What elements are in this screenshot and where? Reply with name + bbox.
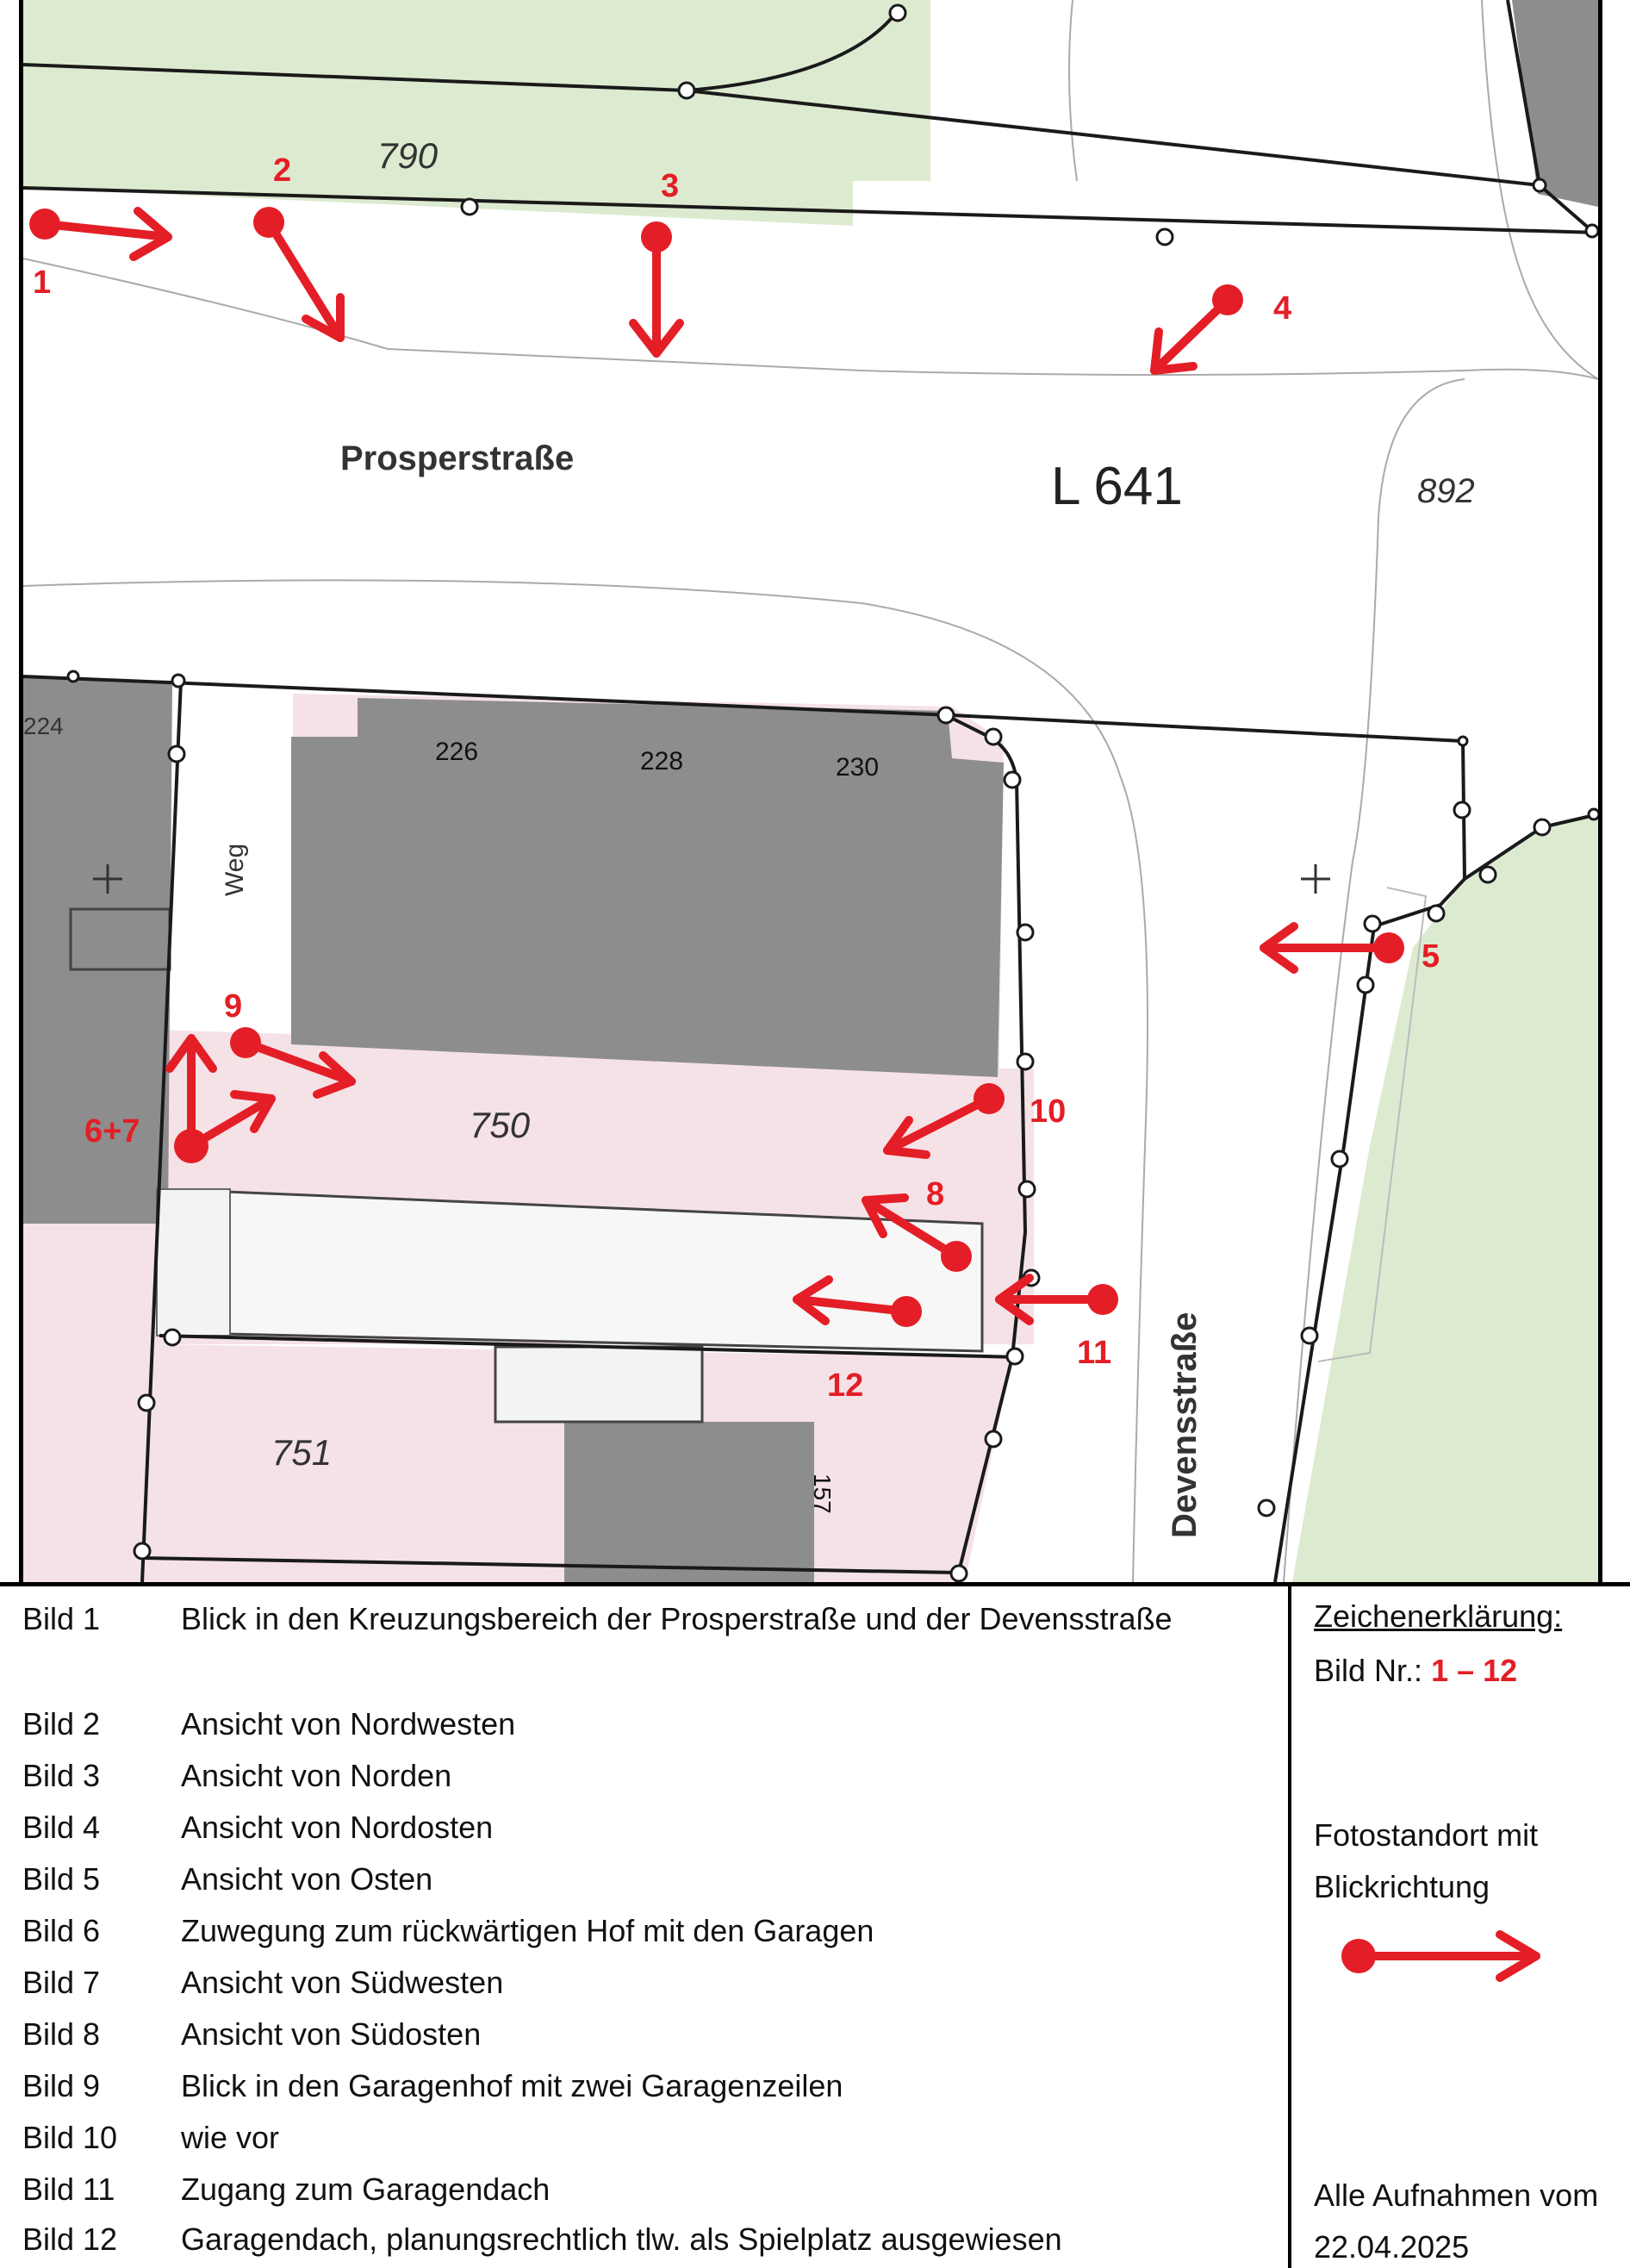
road-edge-north (23, 259, 1598, 379)
marker-label-5: 5 (1422, 938, 1440, 975)
frame-right (1598, 0, 1602, 1586)
marker-label-8: 8 (926, 1176, 945, 1212)
pink-strip-west (23, 1206, 159, 1582)
list-item-text: Blick in den Kreuzungsbereich der Prosperstraße und der Devensstraße (181, 1601, 1173, 1636)
road-number-l641: L 641 (1051, 457, 1183, 516)
street-devensstrasse: Devensstraße (1166, 1312, 1204, 1538)
frame-left (19, 0, 23, 1586)
house-number-230: 230 (836, 753, 880, 782)
legend-nr-label: Bild Nr.: (1314, 1653, 1423, 1688)
list-item-label: Bild 7 (22, 1965, 101, 2000)
marker-label-1: 1 (33, 265, 52, 301)
list-item-label: Bild 3 (22, 1758, 101, 1793)
house-number-228: 228 (640, 747, 684, 776)
garage-west (157, 1189, 230, 1336)
list-item-text: Zuwegung zum rückwärtigen Hof mit den Garagen (181, 1913, 874, 1948)
list-item-label: Bild 12 (22, 2221, 118, 2257)
list-item-text: Ansicht von Nordwesten (181, 1706, 516, 1742)
parcel-751: 751 (271, 1432, 333, 1473)
marker-label-4: 4 (1273, 290, 1292, 327)
green-area-east (1292, 814, 1598, 1582)
marker-label-3: 3 (661, 168, 680, 204)
marker-label-2: 2 (273, 153, 292, 189)
legend-number-range (1314, 1653, 1517, 1689)
photo-direction-arrow-icon (1340, 1930, 1546, 1982)
street-prosperstrasse: Prosperstraße (340, 439, 575, 477)
legend-title: Zeichenerklärung: (1314, 1598, 1563, 1634)
list-item-text: Ansicht von Osten (181, 1861, 433, 1897)
legend-symbol-description: Fotostandort mit Blickrichtung (1314, 1817, 1539, 1904)
list-item-text: Ansicht von Südosten (181, 2016, 482, 2052)
list-item-label: Bild 9 (22, 2068, 101, 2103)
marker-label-12: 12 (827, 1368, 864, 1404)
list-item-text: Zugang zum Garagendach (181, 2171, 551, 2207)
list-item-text: Ansicht von Nordosten (181, 1810, 494, 1845)
garage-annex (495, 1347, 702, 1422)
list-item-label: Bild 1 (22, 1601, 101, 1636)
parcel-892: 892 (1417, 472, 1475, 510)
list-item-text: wie vor (181, 2120, 280, 2155)
list-item-label: Bild 8 (22, 2016, 101, 2052)
list-item-label: Bild 10 (22, 2120, 118, 2155)
list-item-label: Bild 11 (22, 2171, 115, 2207)
list-item-text: Blick in den Garagenhof mit zwei Garagenzeilen (181, 2068, 843, 2103)
marker-label-6-7: 6+7 (84, 1113, 140, 1150)
list-item-text: Ansicht von Norden (181, 1758, 452, 1793)
house-number-226: 226 (435, 738, 479, 766)
road-edge-northeast (1069, 0, 1077, 181)
marker-label-9: 9 (224, 988, 243, 1025)
list-item-label: Bild 6 (22, 1913, 101, 1948)
list-item-text: Ansicht von Südwesten (181, 1965, 504, 2000)
marker-label-10: 10 (1030, 1094, 1067, 1130)
building-157 (564, 1422, 814, 1582)
house-number-224: 224 (23, 713, 64, 739)
list-item-label: Bild 4 (22, 1810, 101, 1845)
legend-date-note: Alle Aufnahmen vom 22.04.2025 (1314, 2178, 1599, 2265)
list-item-text: Garagendach, planungsrechtlich tlw. als Spielplatz ausgewiesen (181, 2221, 1062, 2257)
path-weg: Weg (221, 843, 249, 896)
parcel-790: 790 (377, 135, 439, 176)
marker-label-11: 11 (1077, 1335, 1112, 1371)
house-number-157: 157 (809, 1474, 836, 1514)
parcel-750: 750 (470, 1105, 531, 1145)
legend-nr-range: 1 – 12 (1431, 1653, 1518, 1688)
list-item-label: Bild 5 (22, 1861, 101, 1897)
list-item-label: Bild 2 (22, 1706, 101, 1742)
